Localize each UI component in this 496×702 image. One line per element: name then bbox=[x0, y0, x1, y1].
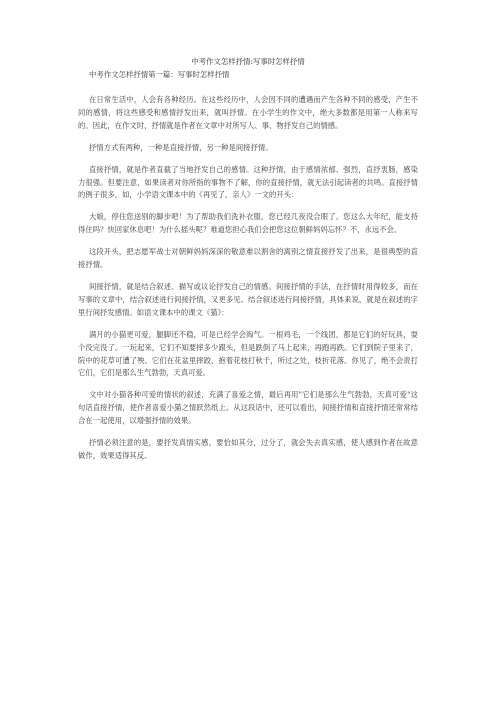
paragraph-direct-comment: 这段开头，把志愿军战士对朝鲜妈妈深深的敬意难以割舍的离别之情直接抒发了出来，是很典型的直接抒情。 bbox=[78, 247, 418, 270]
paragraph-direct-example: 大娘，停住您送别的脚步吧！为了帮助我们洗补衣服，您已经几夜没合眼了。您这么大年纪，能支持得住吗？快回家休息吧！为什么摇头呢？难道您担心我们会把您这位朝鲜妈妈忘怀？不，永远不会。 bbox=[78, 212, 418, 235]
document-page bbox=[78, 56, 418, 472]
document-subtitle: 中考作文怎样抒情第一篇：写事时怎样抒情 bbox=[89, 70, 230, 79]
paragraph-intro: 在日常生活中，人会有各种经历。在这些经历中，人会因不同的遭遇而产生各种不同的感受，产生不同的感情，将这些感受和感情抒发出来，就叫抒情。在小学生的作文中，绝大多数都是用第一人称来写的。因此，在作文时，抒情就是作者在文章中对所写人、事、物抒发自己的情感。 bbox=[78, 95, 418, 130]
paragraph-indirect-comment: 文中对小猫各种可爱的情状的叙述，充满了喜爱之情，最后再用"它们是那么生气勃勃，天真可爱"这句话直接抒情，使作者喜爱小猫之情跃然纸上。从这段话中，还可以看出，间接抒情和直接抒情还常常结合在一起使用，以增强抒情的效果。 bbox=[78, 390, 418, 426]
paragraph-indirect-example: 满月的小猫更可爱，腿脚还不稳，可是已经学会淘气。一根鸡毛，一个线团，都是它们的好玩具，耍个没完没了。一玩起来，它们不知要摔多少跟头，但是跌倒了马上起来，再跑再跌。它们到院子里来了，院中的花草可遭了殃。它们在花盆里摔跤，抱着花枝打秋千，所过之处，枝折花落。你见了，绝不会责打它们，它们是那么生气勃勃，天真可爱。 bbox=[78, 329, 418, 378]
paragraph-conclusion: 抒情必须注意的是，要抒发真情实感，要恰如其分，过分了，就会失去真实感，使人感到作者在故意做作，效果适得其反。 bbox=[78, 438, 418, 460]
paragraph-two-methods: 抒情方式有两种，一种是直接抒情，另一种是间接抒情。 bbox=[88, 142, 273, 152]
paragraph-direct: 直接抒情，就是作者直截了当地抒发自己的感情。这种抒情，由于感情浓郁、强烈，直抒衷肠，感染力很强。但要注意，如果读者对你所指的事物不了解，你的直接抒情，就无法引起读者的共鸣。直接抒情的例子很多，如，小学语文课本中的《再见了，亲人》一文的开头： bbox=[78, 164, 418, 200]
document-title: 中考作文怎样抒情:写事时怎样抒情 bbox=[191, 57, 305, 66]
paragraph-indirect: 间接抒情，就是结合叙述、描写或议论抒发自己的情感。间接抒情的手法，在抒情时用得较多，而在写事的文章中，结合叙述进行间接抒情，又更多见。结合叙述进行间接抒情，具体来说，就是在叙述的字里行间抒发感情。如语文课本中的课文《猫》： bbox=[78, 281, 418, 317]
